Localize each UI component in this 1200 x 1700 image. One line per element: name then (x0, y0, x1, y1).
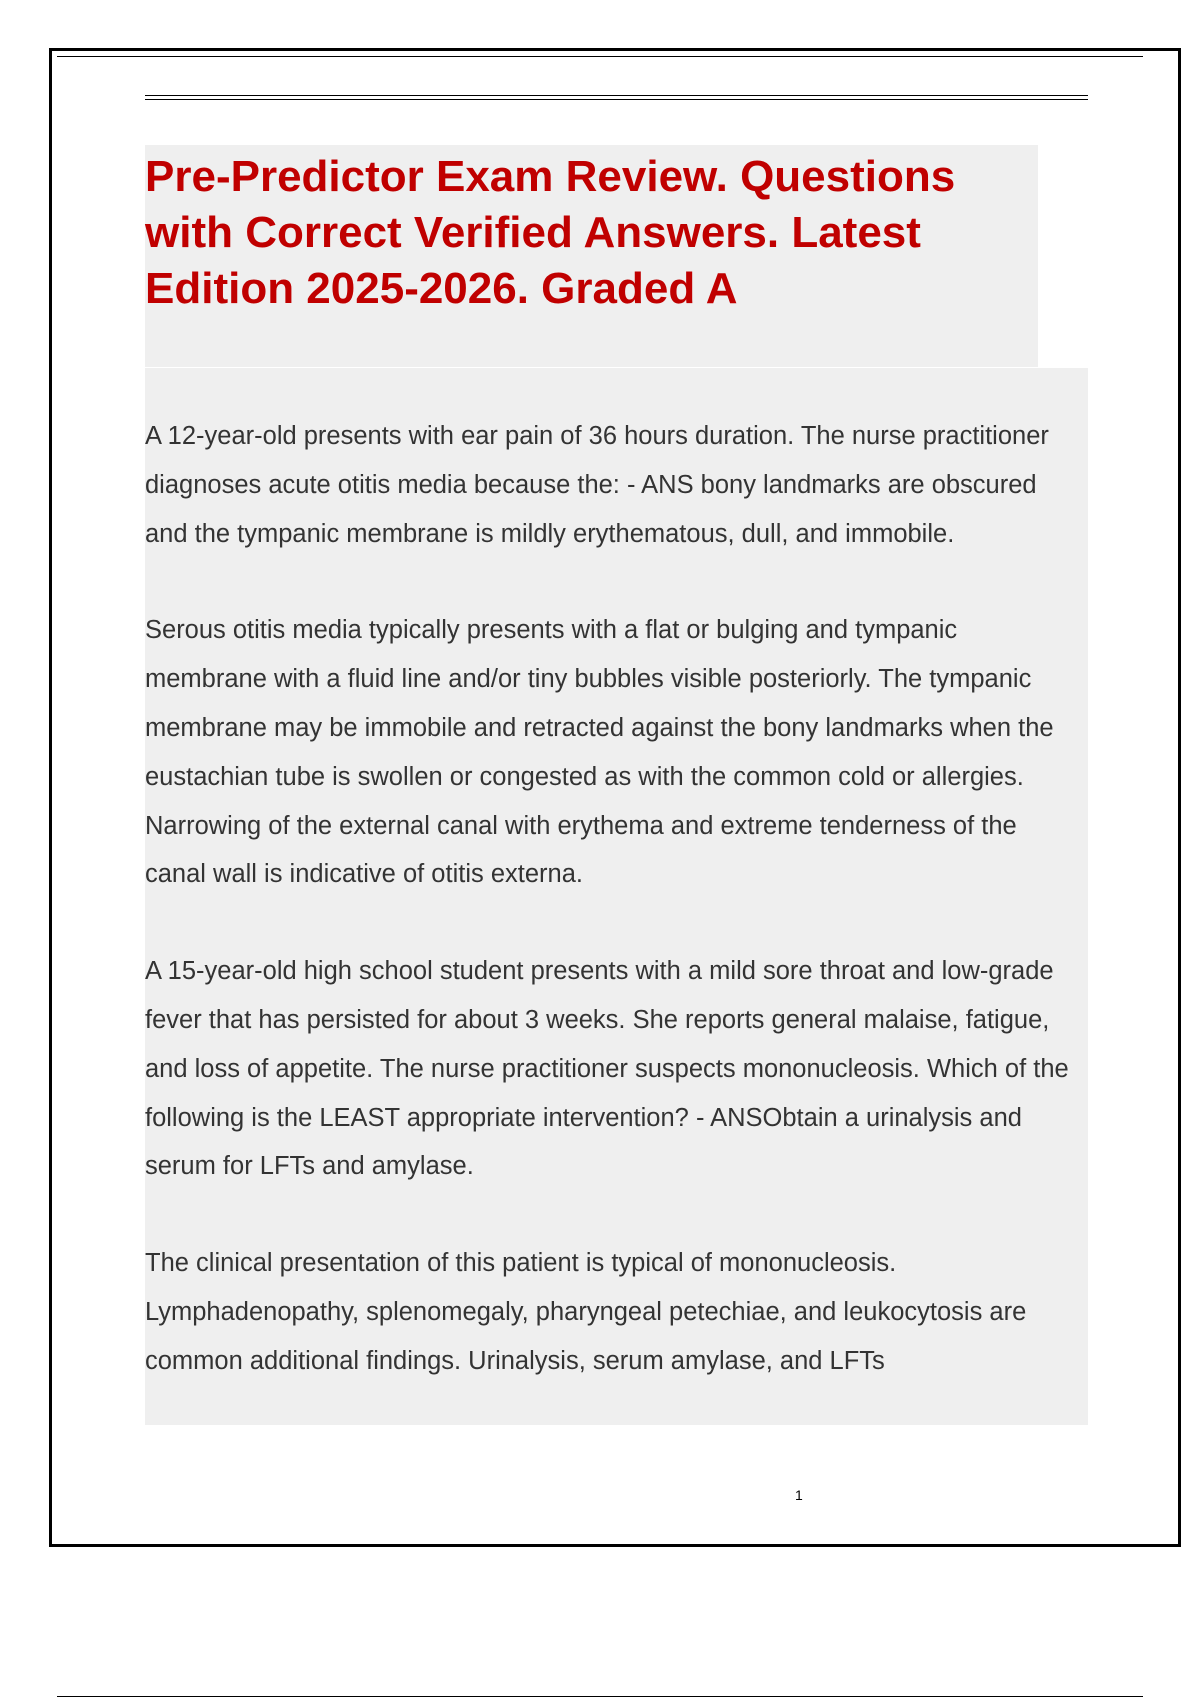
question-paragraph-2: A 15-year-old high school student presents with a mild sore throat and low-grade fever that has persisted for about 3 weeks. She reports general malaise, fatigue, and loss of appetite. The nurse practitioner suspects mononucleosis. Which of the following is the LEAST appropriate intervention? - ANSObtain a urinalysis and serum for LFTs and amylase. (145, 957, 1069, 1181)
document-title: Pre-Predictor Exam Review. Questions with Correct Verified Answers. Latest Edition 2025-2026. Graded A (145, 152, 956, 313)
question-paragraph-1: A 12-year-old presents with ear pain of 36 hours duration. The nurse practitioner diagnoses acute otitis media because the: - ANS bony landmarks are obscured and the tympanic membrane is mildly erythematous, dull, and immobile. (145, 422, 1049, 548)
title-highlight-block (145, 145, 1038, 367)
page-number: 1 (795, 1487, 803, 1503)
header-double-rule (145, 95, 1088, 100)
frame-top-rule (57, 56, 1143, 57)
explanation-paragraph-2: The clinical presentation of this patient is typical of mononucleosis. Lymphadenopathy, splenomegaly, pharyngeal petechiae, and leukocytosis are common additional findings. Urinalysis, serum amylase, and LFTs (145, 1249, 1027, 1375)
document-body (145, 368, 1088, 1425)
next-page-top-rule (57, 1696, 1143, 1697)
explanation-paragraph-1: Serous otitis media typically presents with a flat or bulging and tympanic membrane with a fluid line and/or tiny bubbles visible posteriorly. The tympanic membrane may be immobile and retracted against the bony landmarks when the eustachian tube is swollen or congested as with the common cold or allergies. Narrowing of the external canal with erythema and extreme tenderness of the canal wall is indicative of otitis externa. (145, 616, 1054, 889)
